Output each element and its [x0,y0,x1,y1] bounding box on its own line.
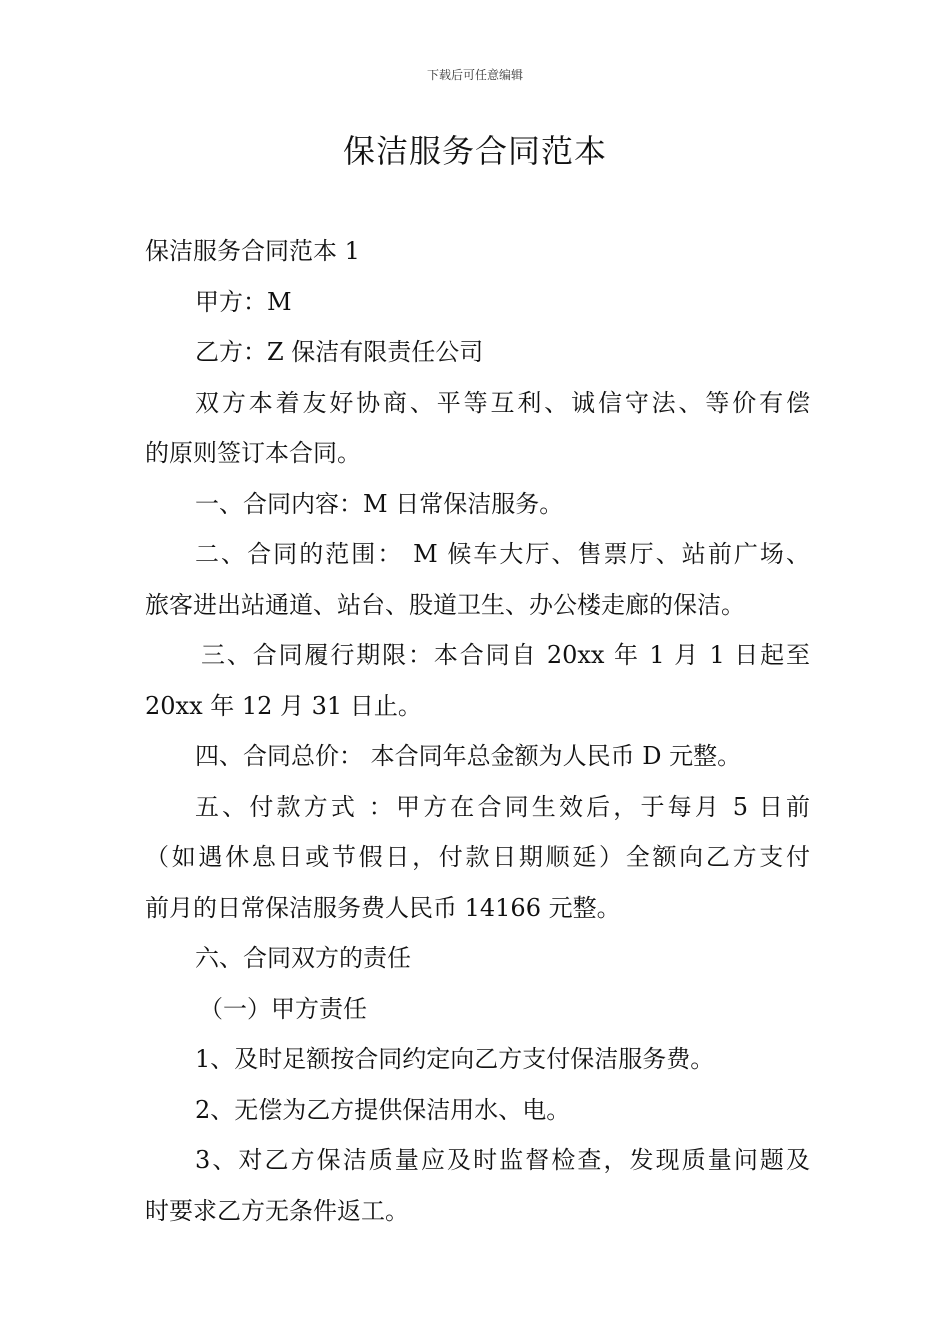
page-header-note: 下载后可任意编辑 [426,68,523,82]
clause-2-line-1: 二、合同的范围： M 候车大厅、售票厅、站前广场、 [195,540,810,568]
clause-3-line-2: 20xx 年 12 月 31 日止。 [145,691,422,720]
clause-5-line-1: 五、付款方式 ：甲方在合同生效后，于每月 5 日前 [195,792,810,821]
clause-2-line-2: 旅客进出站通道、站台、股道卫生、办公楼走廊的保洁。 [145,590,745,619]
section-heading: 保洁服务合同范本 1 [145,237,360,265]
party-a-duty-1: 1、及时足额按合同约定向乙方支付保洁服务费。 [195,1045,715,1073]
clause-3-line-1: 三、合同履行期限：本合同自 20xx 年 1 月 1 日起至 [201,641,810,669]
document-title: 保洁服务合同范本 [342,132,607,170]
party-a-duty-2: 2、无偿为乙方提供保洁用水、电。 [195,1095,571,1124]
party-a-duties-heading: （一）甲方责任 [199,994,367,1023]
party-a-duty-3-line-1: 3、对乙方保洁质量应及时监督检查，发现质量问题及 [195,1146,810,1174]
preamble-line-1: 双方本着友好协商、平等互利、诚信守法、等价有偿 [195,388,810,417]
clause-4: 四、合同总价： 本合同年总金额为人民币 D 元整。 [195,742,742,770]
clause-6-heading: 六、合同双方的责任 [195,944,411,972]
party-a-duty-3-line-2: 时要求乙方无条件返工。 [145,1196,409,1225]
party-b-line: 乙方：Z 保洁有限责任公司 [195,338,484,366]
clause-1: 一、合同内容：M 日常保洁服务。 [195,489,564,518]
party-a-line: 甲方：M [195,287,292,316]
preamble-line-2: 的原则签订本合同。 [145,439,361,467]
clause-5-line-3: 前月的日常保洁服务费人民币 14166 元整。 [145,893,621,922]
clause-5-line-2: （如遇休息日或节假日，付款日期顺延）全额向乙方支付 [145,843,810,871]
document-body [145,226,810,1236]
